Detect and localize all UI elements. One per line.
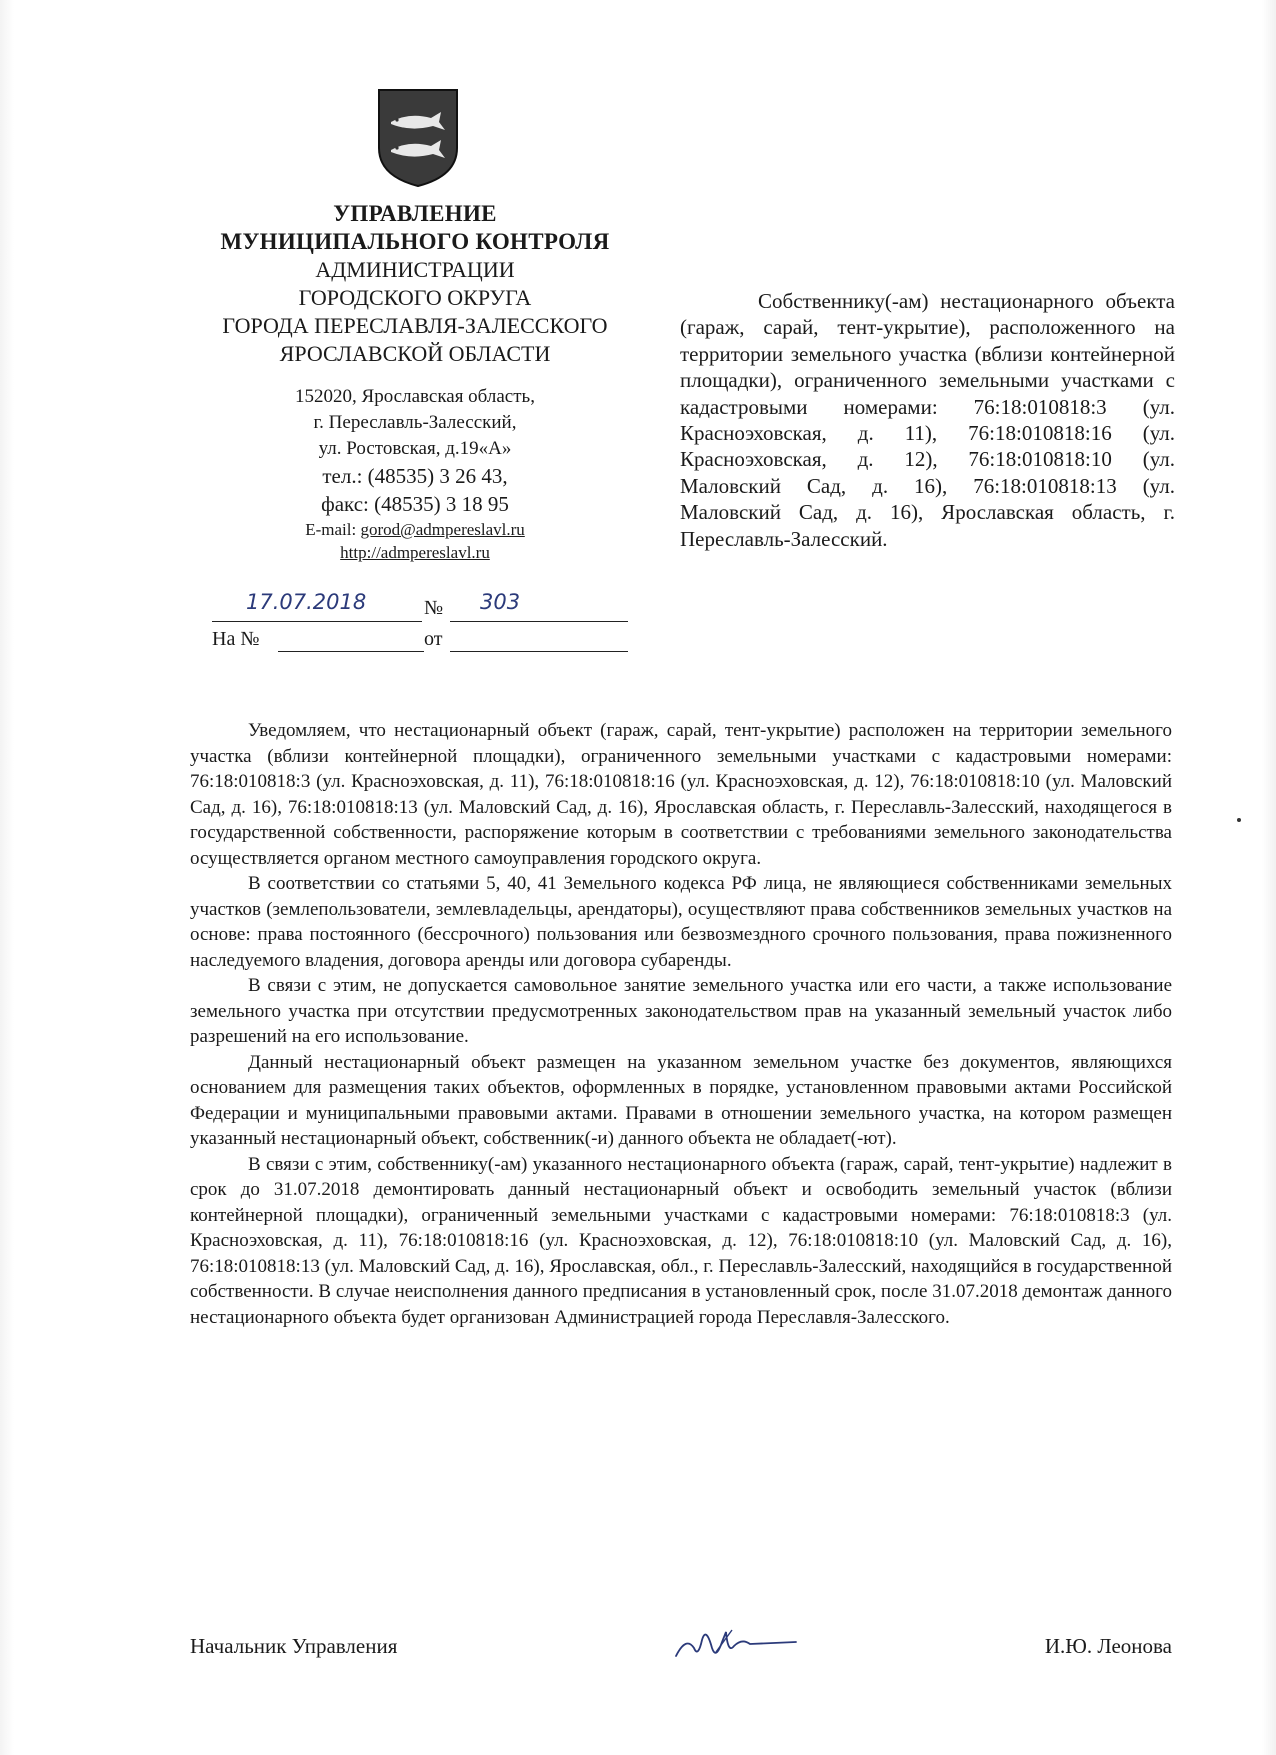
org-name-line-2: МУНИЦИПАЛЬНОГО КОНТРОЛЯ: [220, 229, 610, 254]
org-address-block: [230, 384, 600, 564]
reference-from-label: от: [424, 628, 443, 650]
signatory-name: И.Ю. Леонова: [1044, 1634, 1172, 1658]
email-link[interactable]: gorod@admpereslavl.ru: [360, 520, 525, 539]
number-fill-line: [450, 621, 628, 622]
body-paragraph-2: В соответствии со статьями 5, 40, 41 Земельного кодекса РФ лица, не являющиеся собственниками земельных участков (землепользователи, землевладельцы, арендаторы), осуществляют права собственников земельных участков на основе: права постоянного (бессрочного) пользования или безвозмездного срочного пользования, права пожизненного наследуемого владения, договора аренды или договора субаренды.: [190, 873, 1172, 971]
reference-number-fill-line: [278, 651, 424, 652]
date-fill-line: [212, 621, 422, 622]
addressee-block: [680, 288, 1175, 552]
scan-speck: [1237, 818, 1241, 822]
org-name-line-3: АДМИНИСТРАЦИИ: [315, 257, 515, 282]
registration-number: 303: [480, 590, 521, 614]
reference-date-fill-line: [450, 651, 628, 652]
address-line-2: г. Переславль-Залесский,: [313, 412, 517, 433]
coat-of-arms-icon: [375, 86, 461, 190]
fax-number: факс: (48535) 3 18 95: [321, 492, 509, 516]
phone-number: тел.: (48535) 3 26 43,: [322, 464, 508, 488]
body-paragraph-5: В связи с этим, собственнику(-ам) указанного нестационарного объекта (гараж, сарай, тент-укрытие) надлежит в срок до 31.07.2018 демонтировать данный нестационарный объект и освободить земельный участок (вблизи контейнерной площадки), ограниченный земельными участками с кадастровыми номерами: 76:18:010818:3 (ул. Красноэховская, д. 11), 76:18:010818:16 (ул. Красноэховская, д. 12), 76:18:010818:10 (ул. Маловский Сад, д. 16), 76:18:010818:13 (ул. Маловский Сад, д. 16), Ярославская, обл., г. Переславль-Залесский, находящийся в государственной собственности. В случае неисполнения данного предписания в установленный срок, после 31.07.2018 демонтаж данного нестационарного объекта будет организован Администрацией города Переславля-Залесского.: [190, 1153, 1172, 1328]
signatory-title: Начальник Управления: [190, 1634, 398, 1658]
website-link[interactable]: http://admpereslavl.ru: [340, 543, 490, 562]
body-paragraph-4: Данный нестационарный объект размещен на указанном земельном участке без документов, являющихся основанием для размещения таких объектов, оформленных в порядке, установленном правовыми актами Российской Федерации и муниципальными правовыми актами. Правами в отношении земельного участка, на котором размещен указанный нестационарный объект, собственник(-и) данного объекта не обладает(-ют).: [190, 1051, 1172, 1149]
handwritten-signature: [672, 1618, 802, 1666]
org-name-line-6: ЯРОСЛАВСКОЙ ОБЛАСТИ: [279, 341, 551, 366]
email-line: [230, 518, 600, 541]
addressee-text: Собственнику(-ам) нестационарного объекта (гараж, сарай, тент-укрытие), расположенного на территории земельного участка (вблизи контейнерной площадки), ограниченного земельными участками с кадастровыми номерами: 76:18:010818:3 (ул. Красноэховская, д. 11), 76:18:010818:16 (ул. Красноэховская, д. 12), 76:18:010818:10 (ул. Маловский Сад, д. 16), 76:18:010818:13 (ул. Маловский Сад, д. 16), Ярославская область, г. Переславль-Залесский.: [680, 289, 1175, 551]
address-line-3: ул. Ростовская, д.19«А»: [318, 438, 512, 459]
letter-body: [190, 718, 1172, 1330]
org-name-line-1: УПРАВЛЕНИЕ: [333, 201, 497, 226]
org-name-line-5: ГОРОДА ПЕРЕСЛАВЛЯ-ЗАЛЕССКОГО: [222, 313, 608, 338]
website-line: [230, 541, 600, 564]
email-label: E-mail:: [305, 520, 361, 539]
registration-number-label: №: [424, 597, 444, 619]
reference-number-label: На №: [212, 628, 260, 650]
body-paragraph-3: В связи с этим, не допускается самовольное занятие земельного участка или его части, а также использование земельного участка при отсутствии предусмотренных законодательством прав на указанный земельный участок либо разрешений на его использование.: [190, 975, 1172, 1047]
registration-date: 17.07.2018: [246, 590, 367, 614]
body-paragraph-1: Уведомляем, что нестационарный объект (гараж, сарай, тент-укрытие) расположен на территории земельного участка (вблизи контейнерной площадки), ограниченного земельными участками с кадастровыми номерами: 76:18:010818:3 (ул. Красноэховская, д. 11), 76:18:010818:16 (ул. Красноэховская, д. 12), 76:18:010818:10 (ул. Маловский Сад, д. 16), 76:18:010818:13 (ул. Маловский Сад, д. 16), Ярославская область, г. Переславль-Залесский, находящегося в государственной собственности, распоряжение которым в соответствии с требованиями земельного законодательства осуществляется органом местного самоуправления городского округа.: [190, 720, 1172, 869]
address-line-1: 152020, Ярославская область,: [295, 386, 535, 407]
org-name-line-4: ГОРОДСКОГО ОКРУГА: [298, 285, 532, 310]
